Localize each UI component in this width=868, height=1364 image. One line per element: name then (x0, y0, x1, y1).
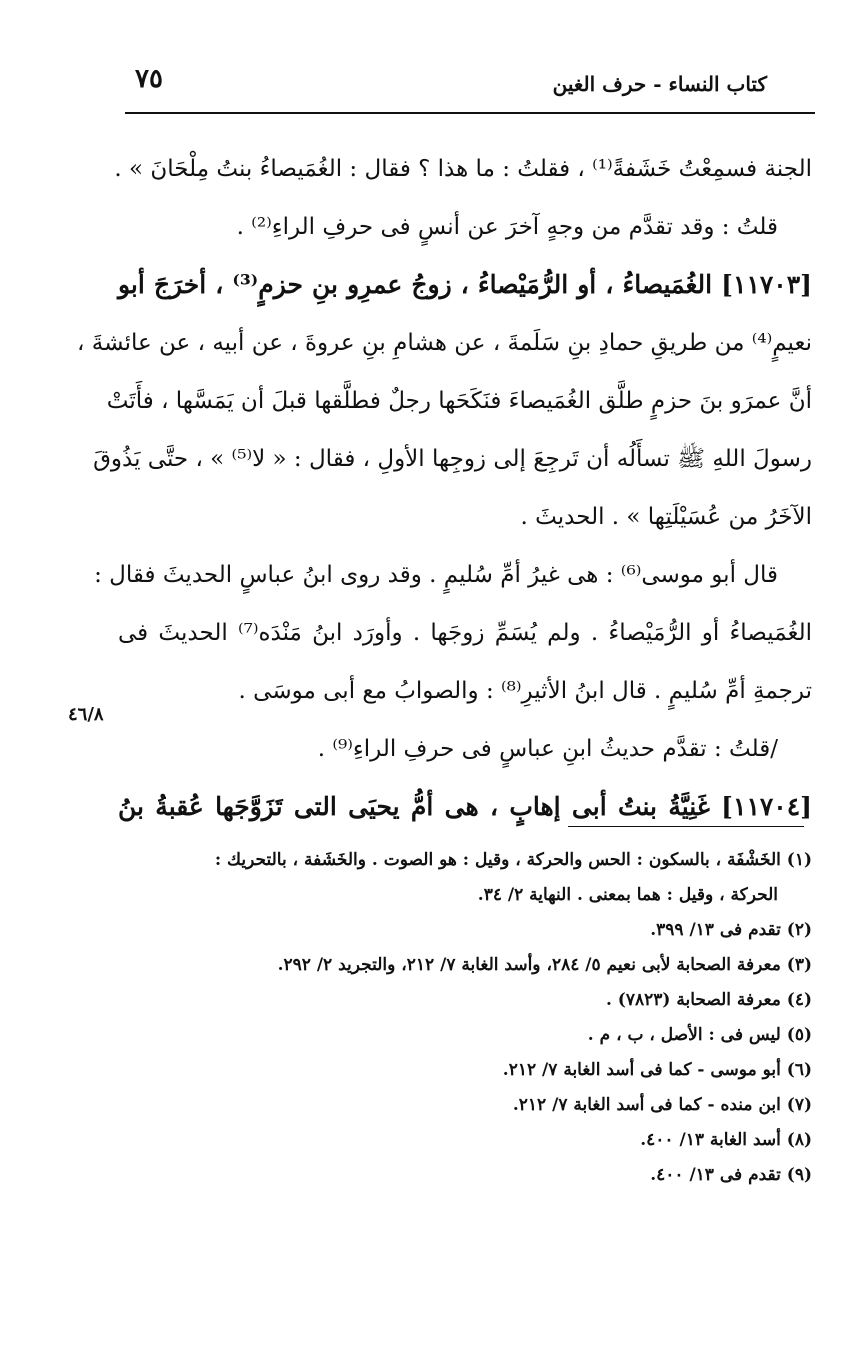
footnotes (118, 843, 812, 1193)
manuscript-folio-marker: ٤٦/٨ (68, 704, 104, 725)
footnote: (٧) ابن منده - كما فى أسد الغابة ٧/ ٢١٢. (512, 1095, 812, 1115)
footnote: (٦) أبو موسى - كما فى أسد الغابة ٧/ ٢١٢. (502, 1060, 812, 1080)
text-line: قلتُ : وقد تقدَّم من وجهٍ آخرَ عن أنسٍ فى حرفِ الراءِ⁽²⁾ . (236, 214, 778, 240)
footnote: (٤) معرفة الصحابة (٧٨٢٣) . (605, 990, 812, 1010)
header-rule (125, 112, 815, 114)
page-header (125, 58, 815, 114)
footnote: (١) الخَشْفَة ، بالسكون : الحس والحركة ، وقيل : هو الصوت . والخَشَفة ، بالتحريك : (214, 850, 812, 870)
entry-heading-11704: [١١٧٠٤] غَنِيَّةُ بنتُ أبى إهابٍ ، هى أمُّ يحيَى التى تَزَوَّجَها عُقبةُ بنُ (118, 792, 812, 821)
text-line: /قلتُ : تقدَّم حديثُ ابنِ عباسٍ فى حرفِ الراءِ⁽⁹⁾ . (317, 736, 778, 762)
footnote: (٢) تقدم فى ١٣/ ٣٩٩. (650, 920, 812, 940)
text-line: الغُمَيصاءُ أو الرُّمَيْصاءُ . ولم يُسَمِّ زوجَها . وأورَد ابنُ مَنْدَه⁽⁷⁾ الحديثَ فى (118, 620, 812, 646)
text-line: رسولَ اللهِ ﷺ تسأَلُه أن تَرجِعَ إلى زوجِها الأولِ ، فقال : « لا⁽⁵⁾ » ، حتَّى يَذُوقَ (93, 446, 812, 472)
footnote: (٨) أسد الغابة ١٣/ ٤٠٠. (640, 1130, 812, 1150)
page-number: ٧٥ (135, 64, 163, 94)
text-line: الجنة فسمِعْتُ خَشَفةً⁽¹⁾ ، فقلتُ : ما هذا ؟ فقال : الغُمَيصاءُ بنتُ مِلْحَانَ » . (114, 156, 812, 182)
text-line: الآخَرُ من عُسَيْلَتِها » . الحديثَ . (520, 504, 812, 530)
entry-heading-11703: [١١٧٠٣] الغُمَيصاءُ ، أو الرُّمَيْصاءُ ، زوجُ عمرِو بنِ حزمٍ⁽³⁾ ، أخرَجَ أبو (118, 270, 812, 299)
text-line: أنَّ عمرَو بنَ حزمٍ طلَّق الغُمَيصاءَ فنَكَحَها رجلٌ فطلَّقها قبلَ أن يَمَسَّها ، فأَتَتْ (106, 388, 812, 414)
running-title: كتاب النساء - حرف الغين (552, 72, 767, 96)
footnote-rule (568, 826, 804, 827)
footnote: (٩) تقدم فى ١٣/ ٤٠٠. (650, 1165, 812, 1185)
footnote: (٣) معرفة الصحابة لأبى نعيم ٥/ ٢٨٤، وأسد الغابة ٧/ ٢١٢، والتجريد ٢/ ٢٩٢. (277, 955, 812, 975)
text-line: قال أبو موسى⁽⁶⁾ : هى غيرُ أمِّ سُليمٍ . وقد روى ابنُ عباسٍ الحديثَ فقال : (94, 562, 778, 588)
footnote: (٥) ليس فى : الأصل ، ب ، م . (587, 1025, 812, 1045)
text-line: نعيمٍ⁽⁴⁾ من طريقِ حمادِ بنِ سَلَمةَ ، عن هشامِ بنِ عروةَ ، عن أبيه ، عن عائشةَ ، (77, 330, 812, 356)
text-line: ترجمةِ أمِّ سُليمٍ . قال ابنُ الأثيرِ⁽⁸⁾ : والصوابُ مع أبى موسَى . (238, 678, 812, 704)
footnote-continuation: الحركة ، وقيل : هما بمعنى . النهاية ٢/ ٣٤. (477, 885, 778, 905)
